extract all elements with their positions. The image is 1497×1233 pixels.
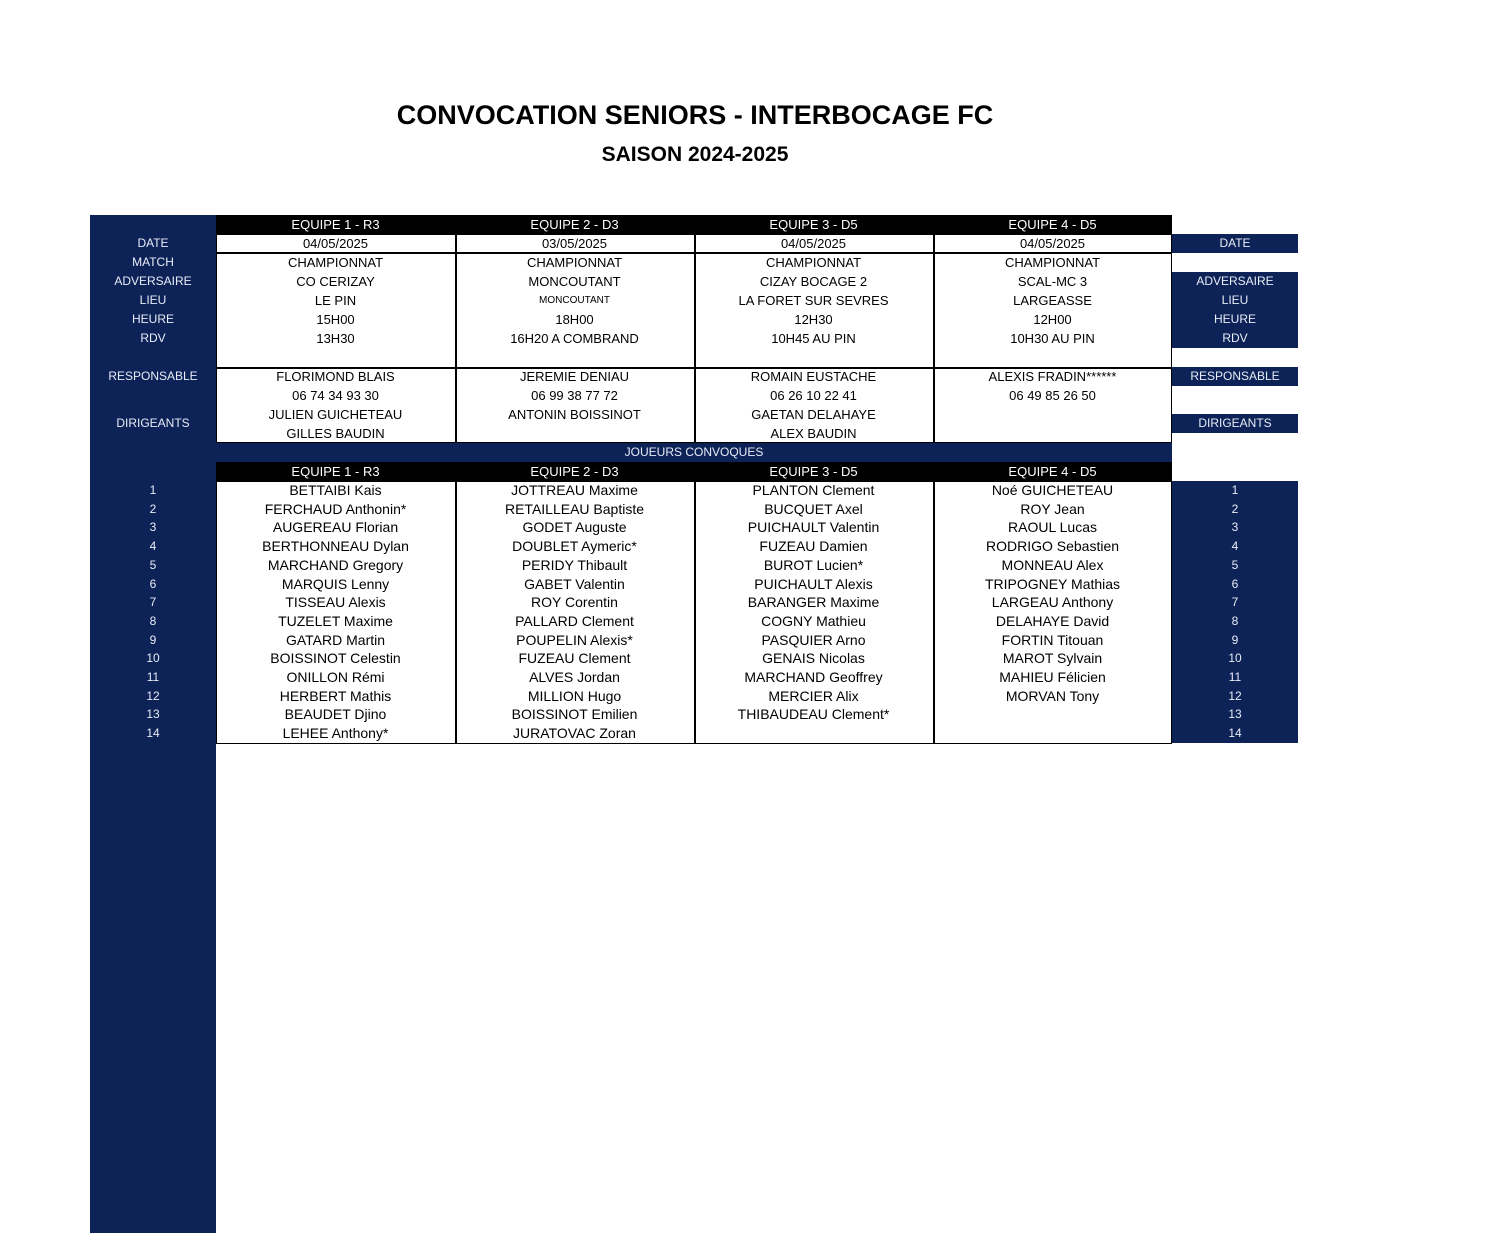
- player-name: POUPELIN Alexis*: [516, 631, 633, 648]
- match-venue: LA FORET SUR SEVRES: [738, 293, 889, 308]
- player-name: GATARD Martin: [285, 631, 386, 648]
- player-name: BETTAIBI Kais: [289, 482, 382, 498]
- player-number-right: 10: [1172, 649, 1298, 668]
- player-name: TISSEAU Alexis: [285, 594, 386, 611]
- match-opponent: MONCOUTANT: [528, 274, 621, 289]
- player-number: 13: [90, 705, 216, 724]
- dirigeant-1: [933, 405, 1172, 424]
- player-number: 10: [90, 649, 216, 668]
- match-venue: MONCOUTANT: [539, 295, 610, 306]
- responsable-name: ROMAIN EUSTACHE: [750, 369, 877, 384]
- season-subtitle: SAISON 2024-2025: [601, 143, 789, 166]
- match-time: 12H00: [1033, 312, 1072, 327]
- label-heure-right: HEURE: [1172, 310, 1298, 329]
- player-name: AUGEREAU Florian: [272, 519, 399, 536]
- player-name: MARQUIS Lenny: [281, 575, 390, 592]
- team-header-players: EQUIPE 3 - D5: [694, 462, 933, 481]
- player-name: [933, 705, 1172, 724]
- player-name: MONNEAU Alex: [1001, 556, 1104, 573]
- team-header-players: EQUIPE 1 - R3: [216, 462, 455, 481]
- dirigeant-1: ANTONIN BOISSINOT: [508, 407, 641, 422]
- match-date: 04/05/2025: [302, 236, 369, 251]
- player-number-right: 9: [1172, 631, 1298, 650]
- match-type: CHAMPIONNAT: [765, 255, 862, 270]
- player-name: ROY Corentin: [531, 594, 618, 611]
- player-name: RAOUL Lucas: [1008, 519, 1097, 536]
- player-number: 12: [90, 687, 216, 706]
- player-number-right: 11: [1172, 668, 1298, 687]
- match-date: 04/05/2025: [780, 236, 847, 251]
- player-number: 5: [90, 556, 216, 575]
- player-name: RODRIGO Sebastien: [985, 538, 1120, 555]
- match-time: 15H00: [316, 312, 355, 327]
- label-responsable-right: RESPONSABLE: [1172, 367, 1298, 386]
- convocation-table: [90, 215, 1280, 1233]
- player-name: FERCHAUD Anthonin*: [264, 500, 407, 517]
- label-adversaire-right: ADVERSAIRE: [1172, 272, 1298, 291]
- label-date: DATE: [90, 234, 216, 253]
- match-meeting: 13H30: [316, 331, 355, 346]
- label-heure: HEURE: [90, 310, 216, 329]
- player-name: FUZEAU Damien: [759, 538, 868, 555]
- responsable-name: JEREMIE DENIAU: [519, 369, 630, 384]
- match-type: CHAMPIONNAT: [1004, 255, 1101, 270]
- match-opponent: CO CERIZAY: [296, 274, 375, 289]
- dirigeant-1: JULIEN GUICHETEAU: [268, 407, 403, 422]
- match-venue: LE PIN: [314, 293, 357, 308]
- label-match: MATCH: [90, 253, 216, 272]
- player-name: RETAILLEAU Baptiste: [504, 500, 645, 517]
- match-time: 12H30: [794, 312, 833, 327]
- match-meeting: 10H45 AU PIN: [771, 331, 856, 346]
- team-header: EQUIPE 4 - D5: [933, 215, 1172, 234]
- player-name: PERIDY Thibault: [521, 556, 628, 573]
- player-name: GODET Auguste: [522, 519, 627, 536]
- player-name: MAROT Sylvain: [1002, 650, 1103, 667]
- player-name: LEHEE Anthony*: [282, 725, 389, 742]
- match-venue: LARGEASSE: [1013, 293, 1092, 308]
- player-number-right: 2: [1172, 500, 1298, 519]
- responsable-phone: 06 49 85 26 50: [1009, 388, 1096, 403]
- player-number-right: 1: [1172, 481, 1298, 500]
- player-name: COGNY Mathieu: [761, 612, 866, 629]
- responsable-phone: 06 26 10 22 41: [770, 388, 857, 403]
- label-lieu-right: LIEU: [1172, 291, 1298, 310]
- player-name: ONILLON Rémi: [286, 669, 385, 685]
- player-name: BOISSINOT Celestin: [270, 650, 401, 667]
- team-header: EQUIPE 3 - D5: [694, 215, 933, 234]
- player-number: 14: [90, 724, 216, 743]
- player-name: [694, 724, 933, 743]
- team-header-players: EQUIPE 2 - D3: [455, 462, 694, 481]
- team-header-players: EQUIPE 4 - D5: [933, 462, 1172, 481]
- label-lieu: LIEU: [90, 291, 216, 310]
- player-number-right: 12: [1172, 687, 1298, 706]
- match-meeting: 16H20 A COMBRAND: [510, 331, 639, 346]
- player-number-right: 5: [1172, 556, 1298, 575]
- player-name: GABET Valentin: [524, 575, 625, 592]
- player-name: BERTHONNEAU Dylan: [262, 538, 409, 555]
- player-name: [933, 724, 1172, 743]
- label-rdv: RDV: [90, 329, 216, 348]
- player-number: 8: [90, 612, 216, 631]
- label-dirigeants-right: DIRIGEANTS: [1172, 414, 1298, 433]
- player-name: DELAHAYE David: [995, 612, 1110, 629]
- player-name: BEAUDET Djino: [284, 706, 387, 723]
- match-type: CHAMPIONNAT: [526, 255, 623, 270]
- dirigeant-1: GAETAN DELAHAYE: [751, 407, 876, 422]
- player-name: GENAIS Nicolas: [762, 650, 865, 667]
- player-number: 11: [90, 668, 216, 687]
- dirigeant-2: [933, 424, 1172, 443]
- players-section-header: JOUEURS CONVOQUES: [216, 443, 1172, 462]
- player-name: ROY Jean: [1020, 500, 1085, 517]
- dirigeant-2: ALEX BAUDIN: [770, 426, 857, 441]
- label-date-right: DATE: [1172, 234, 1298, 253]
- player-name: Noé GUICHETEAU: [991, 482, 1114, 498]
- player-name: DOUBLET Aymeric*: [512, 538, 637, 555]
- player-name: PLANTON Clement: [752, 482, 875, 498]
- match-date: 04/05/2025: [1019, 236, 1086, 251]
- player-name: HERBERT Mathis: [279, 687, 392, 704]
- page-title: CONVOCATION SENIORS - INTERBOCAGE FC: [396, 100, 994, 130]
- label-dirigeants: DIRIGEANTS: [90, 414, 216, 433]
- player-number-right: 13: [1172, 705, 1298, 724]
- player-number-right: 8: [1172, 612, 1298, 631]
- player-name: TRIPOGNEY Mathias: [984, 575, 1121, 592]
- player-number: 2: [90, 500, 216, 519]
- match-time: 18H00: [555, 312, 594, 327]
- responsable-phone: 06 74 34 93 30: [292, 388, 379, 403]
- player-number-right: 4: [1172, 537, 1298, 556]
- team-header: EQUIPE 1 - R3: [216, 215, 455, 234]
- player-name: PASQUIER Arno: [761, 631, 866, 648]
- team-header: EQUIPE 2 - D3: [455, 215, 694, 234]
- player-name: MARCHAND Gregory: [267, 556, 404, 573]
- player-number: 7: [90, 593, 216, 612]
- responsable-name: FLORIMOND BLAIS: [276, 369, 395, 384]
- player-name: ALVES Jordan: [529, 669, 620, 685]
- player-name: MARCHAND Geoffrey: [744, 669, 883, 685]
- player-name: LARGEAU Anthony: [991, 594, 1114, 611]
- match-type: CHAMPIONNAT: [287, 255, 384, 270]
- player-name: MILLION Hugo: [527, 687, 622, 704]
- player-name: BOISSINOT Emilien: [511, 706, 638, 723]
- player-number-right: 3: [1172, 518, 1298, 537]
- player-name: MAHIEU Félicien: [999, 669, 1106, 685]
- player-name: MERCIER Alix: [768, 687, 859, 704]
- player-name: BUCQUET Axel: [764, 500, 863, 517]
- responsable-name: ALEXIS FRADIN******: [988, 369, 1117, 384]
- player-name: FORTIN Titouan: [1001, 631, 1104, 648]
- match-meeting: 10H30 AU PIN: [1010, 331, 1095, 346]
- player-name: JOTTREAU Maxime: [511, 482, 638, 498]
- player-number: 4: [90, 537, 216, 556]
- player-number: 1: [90, 481, 216, 500]
- dirigeant-2: GILLES BAUDIN: [286, 426, 385, 441]
- label-adversaire: ADVERSAIRE: [90, 272, 216, 291]
- player-name: PALLARD Clement: [515, 612, 634, 629]
- player-name: TUZELET Maxime: [278, 612, 393, 629]
- player-number: 3: [90, 518, 216, 537]
- player-number-right: 6: [1172, 575, 1298, 594]
- match-opponent: CIZAY BOCAGE 2: [759, 274, 868, 289]
- player-name: PUICHAULT Alexis: [754, 575, 873, 592]
- player-name: BARANGER Maxime: [747, 594, 880, 611]
- player-name: PUICHAULT Valentin: [747, 519, 880, 536]
- player-name: MORVAN Tony: [1005, 687, 1100, 704]
- responsable-phone: 06 99 38 77 72: [531, 388, 618, 403]
- match-date: 03/05/2025: [541, 236, 608, 251]
- player-number: 9: [90, 631, 216, 650]
- right-label-column: [90, 724, 216, 1233]
- player-name: THIBAUDEAU Clement*: [737, 706, 890, 723]
- dirigeant-2: [455, 424, 694, 443]
- player-number: 6: [90, 575, 216, 594]
- player-name: JURATOVAC Zoran: [513, 725, 636, 742]
- player-number-right: 14: [1172, 724, 1298, 743]
- player-name: BUROT Lucien*: [763, 556, 864, 573]
- label-rdv-right: RDV: [1172, 329, 1298, 348]
- player-name: FUZEAU Clement: [518, 650, 631, 667]
- player-number-right: 7: [1172, 593, 1298, 612]
- label-responsable: RESPONSABLE: [90, 367, 216, 386]
- match-opponent: SCAL-MC 3: [1017, 274, 1088, 289]
